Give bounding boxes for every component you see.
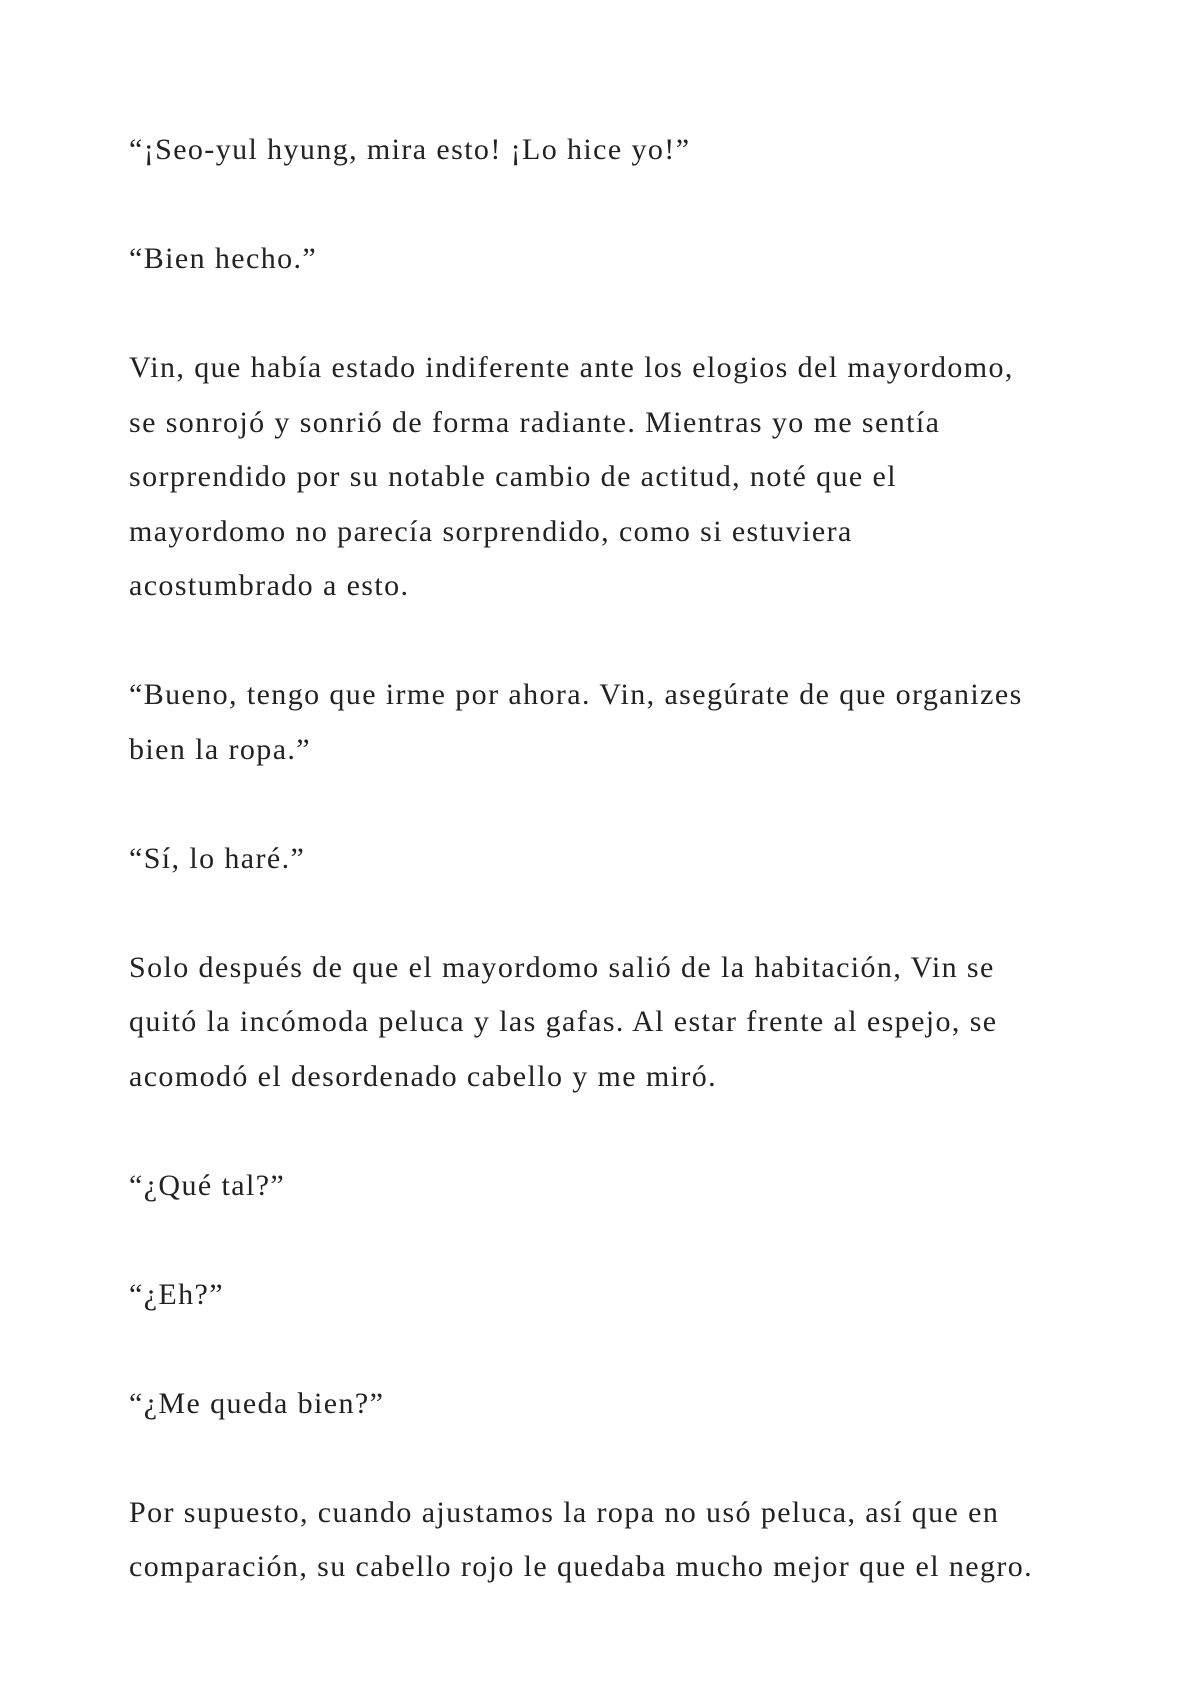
text-line: “¿Qué tal?” <box>129 1168 286 1202</box>
text-line: “¿Me queda bien?” <box>129 1386 385 1420</box>
text-line: acomodó el desordenado cabello y me miró. <box>129 1059 718 1093</box>
text-line: bien la ropa.” <box>129 732 312 766</box>
text-line: comparación, su cabello rojo le quedaba mucho mejor que el negro. <box>129 1550 1034 1583</box>
text-line: quitó la incómoda peluca y las gafas. Al estar frente al espejo, se <box>129 1005 998 1038</box>
document-page <box>129 123 1129 1649</box>
paragraph <box>129 1486 1129 1595</box>
text-line: “¡Seo-yul hyung, mira esto! ¡Lo hice yo!” <box>129 133 691 166</box>
text-line: sorprendido por su notable cambio de actitud, noté que el <box>129 460 897 493</box>
paragraph <box>129 123 1129 178</box>
text-line: Vin, que había estado indiferente ante los elogios del mayordomo, <box>129 351 1014 384</box>
paragraph <box>129 1377 1129 1432</box>
text-line: acostumbrado a esto. <box>129 569 410 602</box>
text-line: Solo después de que el mayordomo salió de la habitación, Vin se <box>129 950 995 984</box>
paragraph <box>129 668 1129 777</box>
text-line: “Bien hecho.” <box>129 242 318 275</box>
text-line: Por supuesto, cuando ajustamos la ropa no usó peluca, así que en <box>129 1495 1000 1529</box>
paragraph <box>129 232 1129 287</box>
paragraph <box>129 941 1129 1105</box>
paragraph <box>129 341 1129 614</box>
text-line: “¿Eh?” <box>129 1277 224 1311</box>
text-line: “Bueno, tengo que irme por ahora. Vin, asegúrate de que organizes <box>129 678 1023 711</box>
text-line: se sonrojó y sonrió de forma radiante. Mientras yo me sentía <box>129 405 941 439</box>
text-line: “Sí, lo haré.” <box>129 841 306 875</box>
paragraph <box>129 1268 1129 1323</box>
paragraph <box>129 832 1129 887</box>
text-line: mayordomo no parecía sorprendido, como si estuviera <box>129 514 853 548</box>
paragraph <box>129 1159 1129 1214</box>
